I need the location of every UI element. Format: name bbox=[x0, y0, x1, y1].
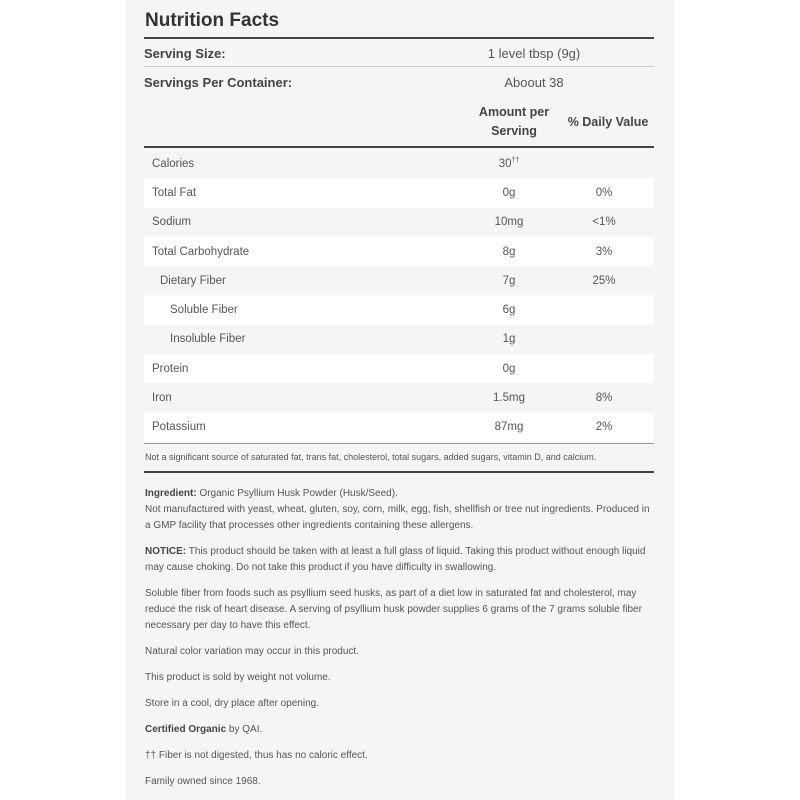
title-divider bbox=[144, 37, 654, 39]
servings-per-container-row bbox=[144, 75, 654, 95]
amount-header-line2: Serving bbox=[491, 124, 537, 138]
nutrient-name: Insoluble Fiber bbox=[170, 333, 246, 346]
servings-per-container-value: Aboout 38 bbox=[504, 75, 564, 90]
serving-size-row bbox=[144, 46, 654, 66]
nutrient-amount: 30†† bbox=[498, 157, 520, 171]
nutrient-amount: 8g bbox=[502, 245, 516, 258]
nutrient-dv: <1% bbox=[592, 216, 616, 229]
nutrient-name: Sodium bbox=[152, 216, 191, 229]
nutrient-dv: 2% bbox=[595, 421, 613, 434]
fiber-footnote-mark: †† bbox=[511, 157, 520, 165]
nutrient-name: Soluble Fiber bbox=[170, 304, 238, 317]
daily-value-header: % Daily Value bbox=[567, 115, 649, 129]
ingredient-text: Organic Psyllium Husk Powder (Husk/Seed). bbox=[196, 488, 398, 499]
nutrient-amount: 0g bbox=[502, 362, 516, 375]
allergen-text: Not manufactured with yeast, wheat, gluten, soy, corn, milk, egg, fish, shellfish or tree nut ingredients. Produced in a GMP facility that processes other ingredients containing these allergens. bbox=[145, 504, 650, 531]
color-variation-note: Natural color variation may occur in this product. bbox=[145, 646, 359, 657]
nutrient-row bbox=[144, 325, 654, 354]
nutrient-row bbox=[144, 383, 654, 412]
nutrient-name: Total Carbohydrate bbox=[152, 245, 250, 258]
nutrient-amount: 0g bbox=[502, 186, 516, 199]
nutrient-table bbox=[144, 149, 654, 442]
serving-size-value: 1 level tbsp (9g) bbox=[487, 46, 581, 61]
nutrient-name: Total Fat bbox=[152, 186, 197, 199]
nutrient-amount: 1.5mg bbox=[493, 392, 525, 405]
nutrient-row bbox=[144, 295, 654, 324]
nutrient-dv: 3% bbox=[595, 245, 613, 258]
ingredients-paragraph bbox=[145, 486, 657, 534]
nutrient-dv: 25% bbox=[592, 274, 616, 287]
serving-size-label: Serving Size: bbox=[144, 46, 226, 61]
amount-per-serving-header bbox=[464, 103, 564, 141]
notice-label: NOTICE: bbox=[145, 546, 187, 557]
nutrient-amount: 7g bbox=[502, 274, 516, 287]
nutrient-amount: 6g bbox=[502, 304, 516, 317]
nutrient-row bbox=[144, 237, 654, 266]
fiber-footnote: †† Fiber is not digested, thus has no caloric effect. bbox=[145, 750, 368, 761]
nutrient-row bbox=[144, 149, 654, 178]
table-top-divider bbox=[144, 146, 654, 148]
insignificant-source-footnote: Not a significant source of saturated fat, trans fat, cholesterol, total sugars, added sugars, vitamin D, and calcium. bbox=[145, 452, 597, 462]
soluble-fiber-claim: Soluble fiber from foods such as psyllium seed husks, as part of a diet low in saturated fat and cholesterol, may reduce the risk of heart disease. A serving of psyllium husk powder supplies 6 grams of the 7 grams soluble fiber necessary per day to have this effect. bbox=[145, 588, 642, 631]
nutrient-dv: 8% bbox=[595, 392, 613, 405]
certified-organic-label: Certified Organic bbox=[145, 724, 227, 735]
nutrient-name: Calories bbox=[152, 157, 195, 170]
amount-header-line1: Amount per bbox=[478, 105, 550, 119]
nutrient-row bbox=[144, 413, 654, 442]
serving-divider bbox=[144, 66, 654, 67]
certified-organic-paragraph bbox=[145, 722, 657, 738]
nutrient-row bbox=[144, 178, 654, 207]
ingredient-label: Ingredient: bbox=[145, 488, 197, 499]
footnote-divider bbox=[144, 471, 654, 473]
servings-per-container-label: Servings Per Container: bbox=[144, 75, 293, 90]
storage-note: Store in a cool, dry place after opening. bbox=[145, 698, 319, 709]
nutrition-panel bbox=[126, 0, 674, 800]
product-notes bbox=[145, 486, 657, 800]
nutrient-name: Potassium bbox=[152, 421, 206, 434]
nutrient-amount: 1g bbox=[502, 333, 516, 346]
nutrition-facts-title: Nutrition Facts bbox=[145, 10, 280, 31]
weight-note: This product is sold by weight not volume. bbox=[145, 672, 331, 683]
nutrient-dv: 0% bbox=[595, 186, 613, 199]
table-bottom-divider bbox=[144, 443, 654, 444]
family-owned-note: Family owned since 1968. bbox=[145, 776, 261, 787]
nutrient-row bbox=[144, 266, 654, 295]
nutrient-name: Protein bbox=[152, 362, 189, 375]
nutrient-row bbox=[144, 354, 654, 383]
nutrient-amount: 87mg bbox=[494, 421, 524, 434]
nutrient-amount: 10mg bbox=[494, 216, 524, 229]
certified-organic-text: by QAI. bbox=[226, 724, 263, 735]
nutrient-row bbox=[144, 208, 654, 237]
nutrient-name: Iron bbox=[152, 392, 172, 405]
notice-paragraph bbox=[145, 544, 657, 576]
notice-text: This product should be taken with at least a full glass of liquid. Taking this product without enough liquid may cause choking. Do not take this product if you have difficulty in swallowing. bbox=[145, 546, 646, 573]
nutrient-name: Dietary Fiber bbox=[160, 274, 226, 287]
